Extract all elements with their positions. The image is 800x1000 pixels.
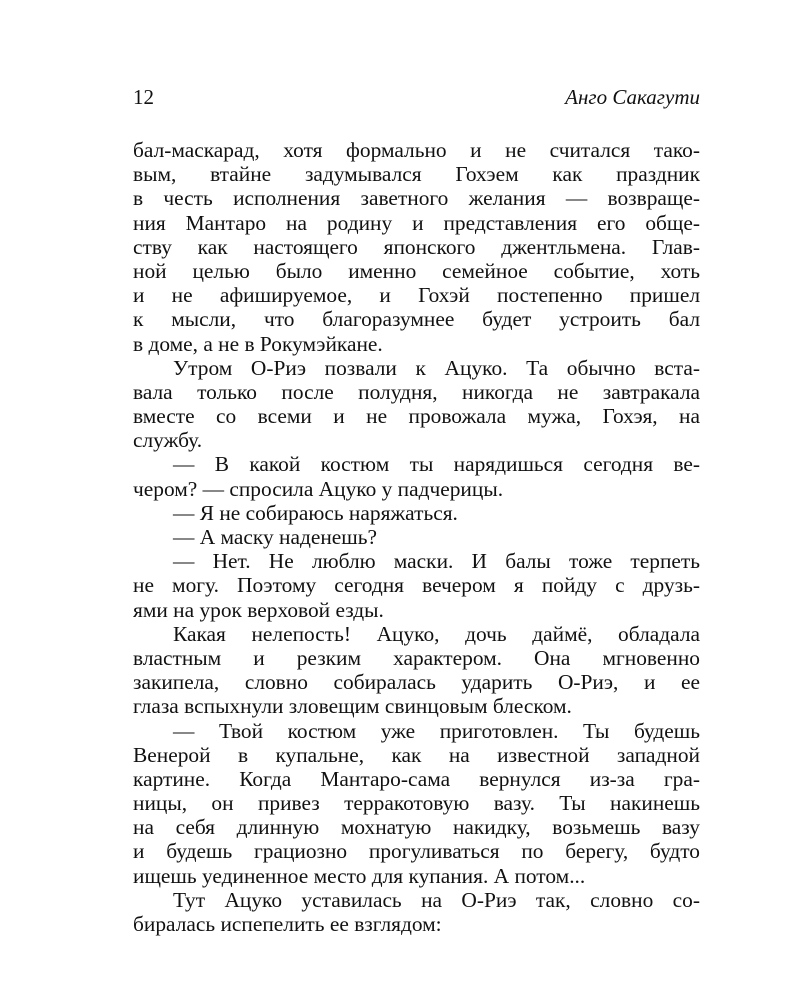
text-line: в честь исполнения заветного желания — возвраще- <box>133 186 700 211</box>
text-line: — Я не собираюсь наряжаться. <box>173 500 458 525</box>
text-line: на себя длинную мохнатую накидку, возьмешь вазу <box>133 815 700 840</box>
text-line: — А маску наденешь? <box>173 525 378 549</box>
text-line: Тут Ацуко уставилась на О-Риэ так, словно со- <box>173 887 700 912</box>
text-line: и будешь грациозно прогуливаться по берегу, будто <box>133 839 700 864</box>
text-line: вым, втайне задумывался Гохэем как праздник <box>133 162 700 187</box>
text-line: ной целью было именно семейное событие, хоть <box>133 258 700 283</box>
text-line: службу. <box>133 428 203 453</box>
text-line: Венерой в купальне, как на известной западной <box>133 742 700 767</box>
text-line: закипела, словно собиралась ударить О-Риэ, и ее <box>133 670 700 695</box>
text-line: бал-маскарад, хотя формально и не считался тако- <box>133 138 700 162</box>
text-line: — В какой костюм ты нарядишься сегодня ве- <box>173 452 700 477</box>
text-line: биралась испепелить ее взглядом: <box>133 912 442 936</box>
text-line: картине. Когда Мантаро-сама вернулся из-за гра- <box>133 766 700 791</box>
text-line: в доме, а не в Рокумэйкане. <box>133 331 383 356</box>
running-title: Анго Сакагути <box>565 85 700 109</box>
text-line: вместе со всеми и не провожала мужа, Гохэя, на <box>133 404 700 429</box>
text-line: ями на урок верховой езды. <box>133 597 384 622</box>
text-line: Утром О-Риэ позвали к Ацуко. Та обычно вста- <box>173 355 700 380</box>
text-line: не могу. Поэтому сегодня вечером я пойду с друзь- <box>133 573 700 598</box>
page-number: 12 <box>133 85 154 109</box>
body-text <box>133 138 700 936</box>
text-line: вала только после полудня, никогда не завтракала <box>133 379 700 404</box>
page-header <box>133 84 700 110</box>
text-line: ницы, он привез терракотовую вазу. Ты накинешь <box>133 791 700 816</box>
text-line: ния Мантаро на родину и представления его обще- <box>133 210 700 235</box>
text-line: ищешь уединенное место для купания. А потом... <box>133 863 586 888</box>
text-line: Какая нелепость! Ацуко, дочь даймё, обладала <box>173 621 700 646</box>
text-line: и не афишируемое, и Гохэй постепенно пришел <box>133 283 700 308</box>
text-line: властным и резким характером. Она мгновенно <box>133 645 700 670</box>
text-line: — Твой костюм уже приготовлен. Ты будешь <box>173 718 700 743</box>
text-line: к мысли, что благоразумнее будет устроить бал <box>133 307 700 332</box>
text-line: ству как настоящего японского джентльмена. Глав- <box>133 234 700 259</box>
text-line: глаза вспыхнули зловещим свинцовым блеском. <box>133 694 572 719</box>
text-line: чером? — спросила Ацуко у падчерицы. <box>133 476 504 501</box>
text-line: — Нет. Не люблю маски. И балы тоже терпеть <box>173 549 700 574</box>
